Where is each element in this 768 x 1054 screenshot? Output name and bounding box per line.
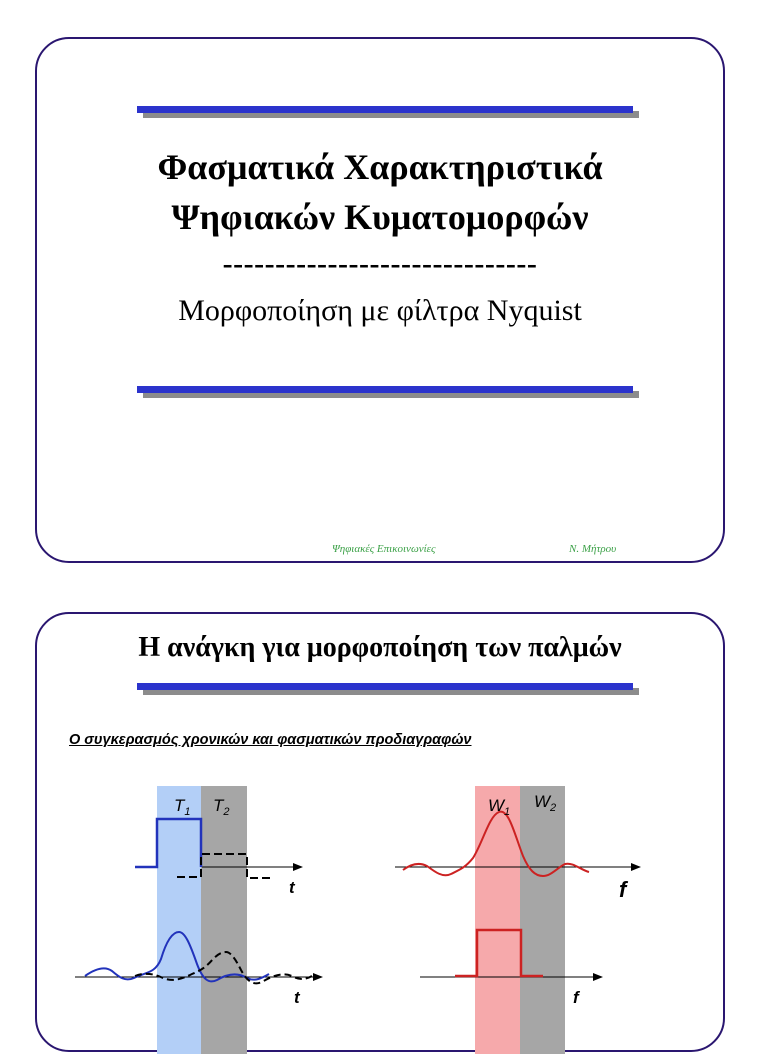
slide-title: Η ανάγκη για μορφοποίηση των παλμών <box>138 632 622 663</box>
section-heading: Ο συγκερασμός χρονικών και φασματικών προδιαγραφών <box>69 732 472 748</box>
title-slide <box>35 37 725 563</box>
t1-label: $T_1$ <box>174 796 191 818</box>
slide-subtitle: Μορφοποίηση με φίλτρα Nyquist <box>178 294 582 327</box>
w2-label: $W_2$ <box>534 792 557 814</box>
w1-label: $W_1$ <box>488 796 511 818</box>
t2-band <box>201 786 247 1054</box>
t2-label: $T_2$ <box>213 796 230 818</box>
top-rule <box>137 106 633 113</box>
time-domain-diagram <box>75 786 323 1054</box>
time-axis-top-label: t <box>289 878 295 897</box>
t1-band <box>157 786 201 1054</box>
slide-title-line1: Φασματικά Χαρακτηριστικά <box>157 147 603 187</box>
freq-axis-bottom-arrow <box>593 973 603 981</box>
time-axis-top-arrow <box>293 863 303 871</box>
freq-axis-top-label: f <box>619 877 627 902</box>
time-frequency-diagram <box>37 614 727 1054</box>
time-axis-bottom-label: t <box>294 988 300 1007</box>
w2-band <box>520 786 565 1054</box>
footer-course: Ψηφιακές Επικοινωνίες <box>332 543 436 555</box>
title-separator: ------------------------------ <box>222 247 538 280</box>
freq-axis-bottom-label: f <box>573 988 579 1007</box>
freq-axis-top-arrow <box>631 863 641 871</box>
footer-author: Ν. Μήτρου <box>569 543 617 555</box>
frequency-domain-diagram <box>395 786 641 1054</box>
time-axis-bottom-arrow <box>313 973 323 981</box>
slide-title-line2: Ψηφιακών Κυματομορφών <box>171 197 589 237</box>
bottom-rule <box>137 386 633 393</box>
pulse-shaping-slide <box>35 612 725 1052</box>
